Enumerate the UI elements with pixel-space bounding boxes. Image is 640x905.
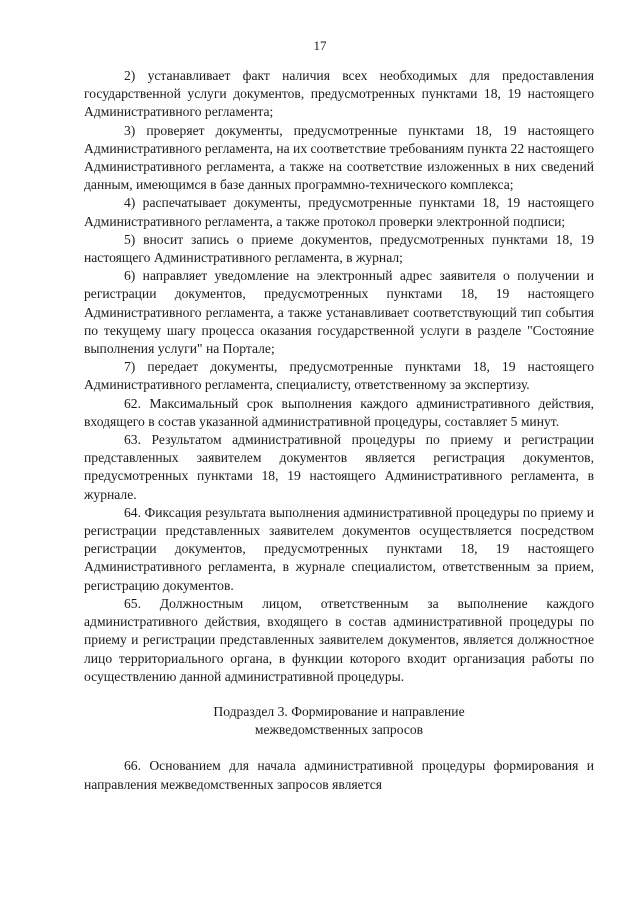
paragraph-62: 62. Максимальный срок выполнения каждого административного действия, входящего в состав указанной административной процедуры, составляет 5 минут.	[84, 395, 594, 429]
paragraph-66: 66. Основанием для начала административной процедуры формирования и направления межведомственных запросов является	[84, 758, 594, 792]
paragraph-64: 64. Фиксация результата выполнения административной процедуры по приему и регистрации представленных заявителем документов осуществляется посредством регистрации документов, предусмотренных пунктами 18, 19 настоящего Административного регламента, в журнале специалистом, ответственным за прием, регистрацию документов.	[84, 504, 594, 593]
paragraph-item-5: 5) вносит запись о приеме документов, предусмотренных пунктами 18, 19 настоящего Административного регламента, в журнал;	[84, 231, 594, 266]
paragraph-65: 65. Должностным лицом, ответственным за выполнение каждого административного действия, входящего в состав административной процедуры по приему и регистрации представленных заявителем документов, является должностное лицо территориального органа, в функции которого входит организация работы по осуществлению данной административной процедуры.	[84, 595, 594, 684]
paragraph-item-7: 7) передает документы, предусмотренные пунктами 18, 19 настоящего Административного регламента, специалисту, ответственному за экспертизу.	[84, 359, 594, 393]
paragraph-63: 63. Результатом административной процедуры по приему и регистрации представленных заявителем документов является регистрация документов, предусмотренных пунктами 18, 19 настоящего Административного регламента, в журнале.	[84, 432, 594, 502]
document-body	[84, 67, 594, 794]
paragraph-item-6: 6) направляет уведомление на электронный адрес заявителя о получении и регистрации документов, предусмотренных пунктами 18, 19 настоящего Административного регламента, а также устанавливает соответствующий тип события по текущему шагу процесса оказания государственной услуги в разделе "Состояние выполнения услуги" на Портале;	[84, 268, 594, 357]
page-number: 17	[313, 38, 327, 53]
paragraph-item-3: 3) проверяет документы, предусмотренные пунктами 18, 19 настоящего Административного регламента, на их соответствие требованиям пункта 22 настоящего Административного регламента, а также на соответствие изложенных в них сведений данным, имеющимся в базе данных программно-технического комплекса;	[84, 122, 594, 193]
subsection-title-line-2: межведомственных запросов	[254, 722, 424, 738]
subsection-title-line-1: Подраздел 3. Формирование и направление	[213, 703, 465, 719]
paragraph-item-4: 4) распечатывает документы, предусмотренные пунктами 18, 19 настоящего Административного регламента, а также протокол проверки электронной подписи;	[84, 195, 594, 229]
subsection-title	[84, 703, 594, 739]
paragraph-item-2: 2) устанавливает факт наличия всех необходимых для предоставления государственной услуги документов, предусмотренных пунктами 18, 19 настоящего Административного регламента;	[84, 68, 594, 120]
